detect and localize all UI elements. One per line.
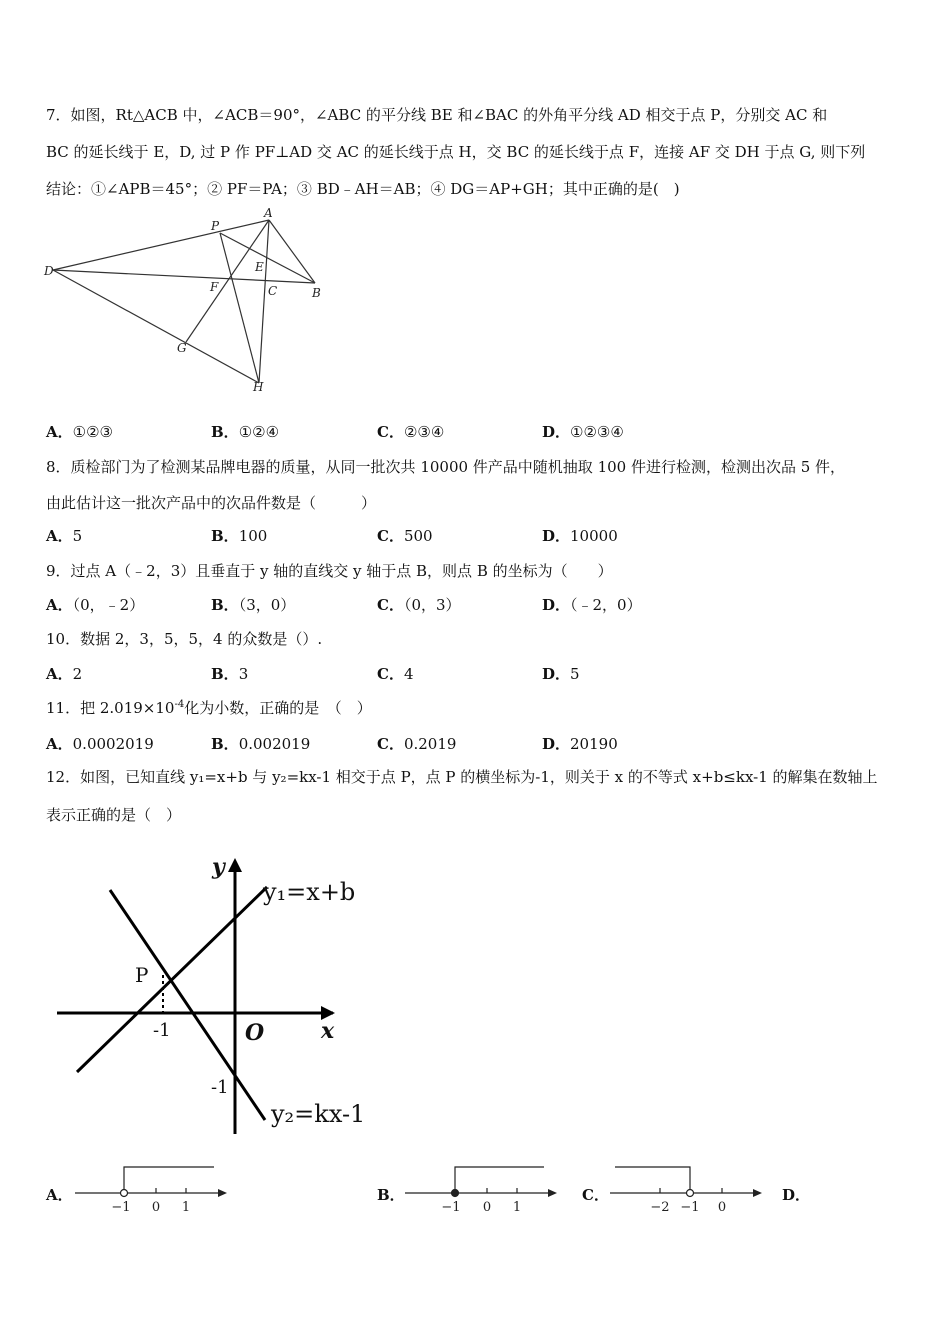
q7-option-c[interactable]: C．②③④ [377,423,445,441]
q7-line3: 结论：①∠APB＝45°；② PF＝PA；③ BD﹣AH＝AB；④ DG＝AP+GH；其中正确的是( ) [46,180,680,198]
tick-label: −1 [680,1200,700,1215]
q12-line1: 12．如图，已知直线 y₁=x+b 与 y₂=kx-1 相交于点 P，点 P 的横坐标为-1，则关于 x 的不等式 x+b≤kx-1 的解集在数轴上 [46,768,878,786]
line2-equation: y₂=kx-1 [271,1100,366,1128]
q10-option-a[interactable]: A．2 [46,665,83,683]
label-F: F [210,280,219,294]
label-D: D [44,264,54,278]
q9-line1: 9．过点 A（﹣2，3）且垂直于 y 轴的直线交 y 轴于点 B，则点 B 的坐标为（ ） [46,562,613,580]
numberline-a [70,1160,235,1220]
label-C: C [268,284,278,298]
label-H: H [253,380,264,394]
q10-option-d[interactable]: D．5 [542,665,580,683]
numberline-c [605,1160,770,1220]
x-minus-one-label: -1 [153,1020,171,1041]
label-E: E [255,260,264,274]
q11-line1: 11．把 $2.019\times 10^{-4}$化为小数，正确的是 （ ） [46,699,372,717]
q7-option-a[interactable]: A．①②③ [46,423,113,441]
numberline-b [400,1160,565,1220]
q8-line2: 由此估计这一批次产品中的次品件数是（ ） [46,494,377,512]
axis-y-label: y [212,854,225,880]
q12-graph [55,850,385,1140]
q8-option-d[interactable]: D．10000 [542,527,618,545]
tick-label: 0 [717,1200,727,1215]
q12-line2: 表示正确的是（ ） [46,806,182,824]
q7-line2: BC 的延长线于 E，D, 过 P 作 PF⊥AD 交 AC 的延长线于点 H，交 BC 的延长线于点 F，连接 AF 交 DH 于点 G, 则下列 [46,143,866,161]
label-A: A [264,206,273,220]
q11-option-c[interactable]: C．0.2019 [377,735,457,753]
label-P: P [211,219,220,233]
tick-label: 0 [151,1200,161,1215]
q10-option-c[interactable]: C．4 [377,665,414,683]
point-p-label: P [135,963,149,987]
origin-label: O [245,1020,265,1046]
line1-equation: y₁=x+b [263,878,356,906]
y-minus-one-label: -1 [211,1077,229,1098]
q9-option-a[interactable]: A．（0，﹣2） [46,596,145,614]
q9-option-b[interactable]: B．（3，0） [211,596,296,614]
q12-option-a[interactable]: A． [46,1186,73,1204]
q9-option-d[interactable]: D．（﹣2，0） [542,596,642,614]
q8-option-b[interactable]: B．100 [211,527,268,545]
q11-option-d[interactable]: D．20190 [542,735,618,753]
tick-label: −1 [111,1200,131,1215]
tick-label: 1 [512,1200,522,1215]
q7-option-b[interactable]: B．①②④ [211,423,280,441]
label-G: G [177,341,187,355]
axis-x-label: x [321,1018,335,1044]
tick-label: −1 [441,1200,461,1215]
q7-triangle-figure [40,205,340,400]
q8-option-c[interactable]: C．500 [377,527,433,545]
q10-line1: 10．数据 2，3，5，5，4 的众数是（）. [46,630,323,648]
q11-option-b[interactable]: B．0.002019 [211,735,311,753]
q8-line1: 8．质检部门为了检测某品牌电器的质量，从同一批次共 10000 件产品中随机抽取 100 件进行检测，检测出次品 5 件， [46,458,846,476]
label-B: B [312,286,321,300]
q12-option-d[interactable]: D． [782,1186,811,1204]
q12-option-b[interactable]: B． [377,1186,405,1204]
tick-label: −2 [650,1200,670,1215]
tick-label: 1 [181,1200,191,1215]
tick-label: 0 [482,1200,492,1215]
q8-option-a[interactable]: A．5 [46,527,83,545]
q11-option-a[interactable]: A．0.0002019 [46,735,154,753]
q9-option-c[interactable]: C．（0，3） [377,596,461,614]
q11-exponent: -4 [174,699,185,710]
q7-option-d[interactable]: D．①②③④ [542,423,624,441]
q10-option-b[interactable]: B．3 [211,665,249,683]
q7-line1: 7．如图，Rt△ACB 中，∠ACB＝90°，∠ABC 的平分线 BE 和∠BAC 的外角平分线 AD 相交于点 P，分别交 AC 和 [46,106,828,124]
q12-option-c[interactable]: C． [582,1186,609,1204]
